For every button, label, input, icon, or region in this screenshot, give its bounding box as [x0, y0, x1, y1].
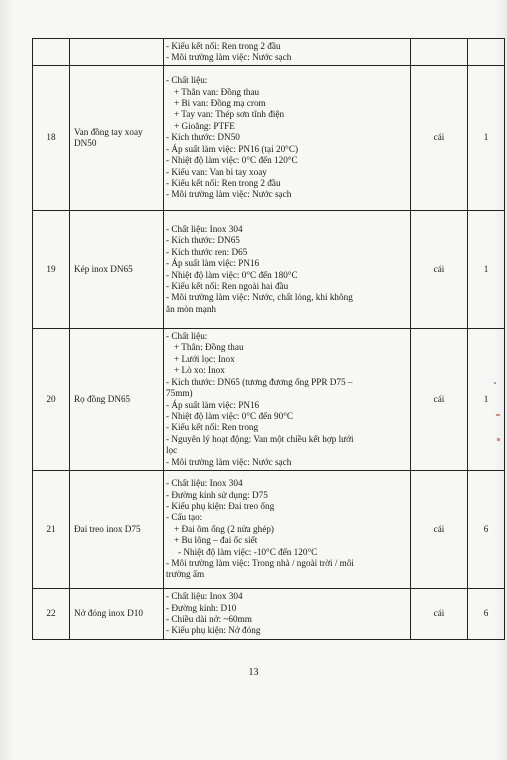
- item-name: Van đồng tay xoay DN50: [70, 66, 164, 211]
- spec-line: trường ẩm: [166, 569, 205, 580]
- spec-line: - Chất liệu: Inox 304: [166, 223, 243, 234]
- item-quantity: 1: [468, 211, 505, 329]
- spec-line: + Lò xo: Inox: [174, 365, 225, 376]
- spec-line: + Thân: Đồng thau: [174, 342, 244, 353]
- spec-line: - Môi trường làm việc: Nước sạch: [166, 456, 292, 467]
- item-specification: [164, 211, 411, 329]
- spec-line: - Áp suất làm việc: PN16: [166, 399, 260, 410]
- item-name: Rọ đồng DN65: [70, 329, 164, 471]
- spec-line: + Đai ôm ống (2 nửa ghép): [174, 523, 274, 534]
- item-specification: [164, 66, 411, 211]
- spec-line: - Nhiệt độ làm việc: 0°C đến 120°C: [166, 155, 298, 166]
- spec-line: - Chất liệu: Inox 304: [166, 478, 243, 489]
- spec-line: - Nhiệt độ làm việc: 0°C đến 180°C: [166, 269, 298, 280]
- spec-line: - Kích thước: DN65: [166, 235, 240, 246]
- spec-line: - Kích thước: DN65 (tương đương ống PPR D75 –: [166, 376, 353, 387]
- item-number: 21: [33, 471, 70, 589]
- page-number: 13: [248, 667, 259, 678]
- table-row: [33, 211, 505, 329]
- item-specification: [164, 471, 411, 589]
- item-name: Kép inox DN65: [70, 211, 164, 329]
- table-row: [33, 39, 505, 66]
- item-number: 20: [33, 329, 70, 471]
- item-name: [70, 39, 164, 66]
- table-row: [33, 329, 505, 471]
- item-unit: cái: [411, 66, 468, 211]
- spec-line: - Kích thước ren: D65: [166, 246, 248, 257]
- spec-line: - Kiểu kết nối: Ren trong 2 đầu: [166, 40, 281, 51]
- spec-line: - Nhiệt độ làm việc: 0°C đến 90°C: [166, 410, 294, 421]
- item-specification: [164, 589, 411, 640]
- scan-mark: [494, 382, 496, 384]
- spec-line: lọc: [166, 445, 178, 456]
- spec-line: - Kiểu kết nối: Ren trong: [166, 422, 259, 433]
- spec-line: - Kích thước: DN50: [166, 132, 240, 143]
- spec-line: + Thân van: Đồng thau: [174, 86, 260, 97]
- spec-line: - Kiểu kết nối: Ren ngoài hai đầu: [166, 280, 289, 291]
- item-name: Nở đóng inox D10: [70, 589, 164, 640]
- item-number: [33, 39, 70, 66]
- spec-line: - Áp suất làm việc: PN16: [166, 258, 260, 269]
- item-specification: [164, 39, 411, 66]
- item-unit: cái: [411, 589, 468, 640]
- spec-line: - Chất liệu:: [166, 75, 208, 86]
- item-unit: cái: [411, 471, 468, 589]
- item-unit: cái: [411, 211, 468, 329]
- table-row: [33, 66, 505, 211]
- spec-line: - Môi trường làm việc: Trong nhà / ngoài trời / môi: [166, 558, 354, 569]
- item-quantity: 1: [468, 66, 505, 211]
- spec-line: - Môi trường làm việc: Nước sạch: [166, 189, 292, 200]
- item-unit: cái: [411, 329, 468, 471]
- spec-line: - Chất liệu: Inox 304: [166, 591, 243, 602]
- spec-line: - Môi trường làm việc: Nước sạch: [166, 52, 292, 62]
- table-body: [33, 39, 505, 640]
- spec-line: + Bu lông – đai ốc siết: [174, 535, 258, 546]
- spec-line: - Môi trường làm việc: Nước, chất lỏng, khí không: [166, 292, 353, 303]
- item-name: Đai treo inox D75: [70, 471, 164, 589]
- item-number: 22: [33, 589, 70, 640]
- materials-table: [32, 38, 505, 640]
- scan-mark: [497, 438, 500, 441]
- spec-line: - Cấu tạo:: [166, 512, 203, 523]
- spec-line: - Đường kính sử dụng: D75: [166, 489, 268, 500]
- item-specification: [164, 329, 411, 471]
- spec-line: + Lưới lọc: Inox: [174, 353, 235, 364]
- table-row: [33, 589, 505, 640]
- item-number: 19: [33, 211, 70, 329]
- spec-line: - Nhiệt độ làm việc: -10°C đến 120°C: [178, 546, 318, 557]
- item-quantity: 6: [468, 589, 505, 640]
- spec-line: - Đường kính: D10: [166, 602, 237, 613]
- scan-mark: [496, 414, 500, 416]
- spec-line: ăn mòn mạnh: [166, 303, 217, 314]
- table-row: [33, 471, 505, 589]
- spec-line: + Tay van: Thép sơn tĩnh điện: [174, 109, 285, 120]
- spec-line: - Kiểu phụ kiện: Đai treo ống: [166, 500, 275, 511]
- item-quantity: [468, 39, 505, 66]
- spec-line: - Kiểu kết nối: Ren trong 2 đầu: [166, 177, 281, 188]
- spec-line: - Chất liệu:: [166, 331, 208, 342]
- spec-line: - Chiều dài nở: ~60mm: [166, 614, 252, 624]
- spec-line: - Kiểu van: Van bi tay xoay: [166, 166, 267, 177]
- item-quantity: 6: [468, 471, 505, 589]
- spec-line: + Bi van: Đồng mạ crom: [174, 98, 266, 109]
- spec-line: + Gioăng: PTFE: [174, 120, 235, 131]
- item-unit: [411, 39, 468, 66]
- item-number: 18: [33, 66, 70, 211]
- spec-line: - Kiểu phụ kiện: Nở đóng: [166, 625, 261, 636]
- spec-line: - Nguyên lý hoạt động: Van một chiều kết hợp lưới: [166, 433, 354, 444]
- item-quantity: 1: [468, 329, 505, 471]
- spec-line: - Áp suất làm việc: PN16 (tại 20°C): [166, 143, 299, 154]
- spec-line: 75mm): [166, 388, 193, 399]
